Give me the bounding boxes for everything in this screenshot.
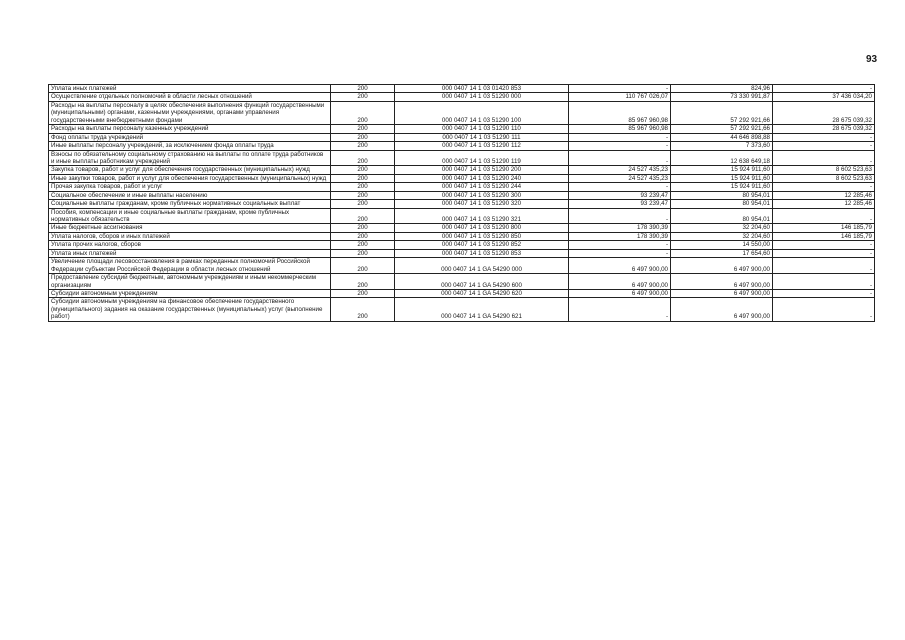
cell-budget-code: 000 0407 14 1 03 51290 110 bbox=[395, 125, 569, 133]
page-number: 93 bbox=[866, 54, 878, 65]
cell-remaining: - bbox=[773, 258, 875, 274]
cell-remaining: 12 285,46 bbox=[773, 191, 875, 199]
cell-approved: 178 390,39 bbox=[569, 224, 671, 232]
cell-remaining: 28 675 039,32 bbox=[773, 125, 875, 133]
budget-execution-table bbox=[48, 84, 875, 322]
cell-name: Субсидии автономным учреждениям на финансовое обеспечение государственного (муниципального) задания на оказание государственных (муниципальных) услуг (выполнение работ) bbox=[49, 298, 331, 321]
table-row bbox=[49, 93, 875, 101]
cell-executed: 32 204,60 bbox=[671, 224, 773, 232]
cell-remaining: 37 436 034,20 bbox=[773, 93, 875, 101]
cell-line-code: 200 bbox=[331, 200, 395, 208]
cell-executed: 15 924 911,60 bbox=[671, 183, 773, 191]
cell-budget-code: 000 0407 14 1 03 51290 321 bbox=[395, 208, 569, 224]
cell-executed: 7 373,60 bbox=[671, 142, 773, 150]
cell-remaining: - bbox=[773, 289, 875, 297]
cell-budget-code: 000 0407 14 1 03 51290 240 bbox=[395, 174, 569, 182]
cell-name: Субсидии автономным учреждениям bbox=[49, 289, 331, 297]
cell-executed: 6 497 900,00 bbox=[671, 289, 773, 297]
cell-line-code: 200 bbox=[331, 183, 395, 191]
table-row bbox=[49, 232, 875, 240]
cell-line-code: 200 bbox=[331, 249, 395, 257]
cell-line-code: 200 bbox=[331, 174, 395, 182]
cell-line-code: 200 bbox=[331, 191, 395, 199]
table-row bbox=[49, 101, 875, 124]
table-row bbox=[49, 166, 875, 174]
cell-remaining: - bbox=[773, 241, 875, 249]
cell-approved: - bbox=[569, 85, 671, 93]
cell-remaining: - bbox=[773, 133, 875, 141]
cell-remaining: 28 675 039,32 bbox=[773, 101, 875, 124]
table-row bbox=[49, 298, 875, 321]
cell-line-code: 200 bbox=[331, 142, 395, 150]
table-row bbox=[49, 241, 875, 249]
cell-executed: 14 550,00 bbox=[671, 241, 773, 249]
cell-line-code: 200 bbox=[331, 289, 395, 297]
cell-name: Расходы на выплаты персоналу казенных учреждений bbox=[49, 125, 331, 133]
cell-line-code: 200 bbox=[331, 208, 395, 224]
cell-name: Осуществление отдельных полномочий в области лесных отношений bbox=[49, 93, 331, 101]
cell-budget-code: 000 0407 14 1 03 51290 200 bbox=[395, 166, 569, 174]
cell-budget-code: 000 0407 14 1 03 51290 800 bbox=[395, 224, 569, 232]
cell-executed: 6 497 900,00 bbox=[671, 298, 773, 321]
cell-approved: - bbox=[569, 133, 671, 141]
cell-executed: 80 954,01 bbox=[671, 191, 773, 199]
cell-budget-code: 000 0407 14 1 03 51290 244 bbox=[395, 183, 569, 191]
cell-budget-code: 000 0407 14 1 03 51290 112 bbox=[395, 142, 569, 150]
table-row bbox=[49, 191, 875, 199]
cell-name: Иные выплаты персоналу учреждений, за исключением фонда оплаты труда bbox=[49, 142, 331, 150]
cell-name: Социальное обеспечение и иные выплаты населению bbox=[49, 191, 331, 199]
cell-remaining: - bbox=[773, 249, 875, 257]
cell-budget-code: 000 0407 14 1 03 51290 300 bbox=[395, 191, 569, 199]
cell-remaining: 12 285,46 bbox=[773, 200, 875, 208]
cell-name: Иные бюджетные ассигнования bbox=[49, 224, 331, 232]
cell-executed: 44 646 898,88 bbox=[671, 133, 773, 141]
cell-name: Прочая закупка товаров, работ и услуг bbox=[49, 183, 331, 191]
cell-approved: 110 767 026,07 bbox=[569, 93, 671, 101]
cell-approved: - bbox=[569, 183, 671, 191]
table-row bbox=[49, 274, 875, 290]
cell-remaining: - bbox=[773, 274, 875, 290]
cell-remaining: - bbox=[773, 150, 875, 166]
table-row bbox=[49, 258, 875, 274]
cell-approved: 85 967 960,98 bbox=[569, 101, 671, 124]
cell-remaining: - bbox=[773, 183, 875, 191]
cell-remaining: 146 185,79 bbox=[773, 224, 875, 232]
cell-line-code: 200 bbox=[331, 224, 395, 232]
cell-name: Фонд оплаты труда учреждений bbox=[49, 133, 331, 141]
cell-approved: 6 497 900,00 bbox=[569, 289, 671, 297]
cell-budget-code: 000 0407 14 1 03 51290 119 bbox=[395, 150, 569, 166]
table-row bbox=[49, 289, 875, 297]
cell-executed: 15 924 911,60 bbox=[671, 174, 773, 182]
cell-executed: 6 497 900,00 bbox=[671, 258, 773, 274]
cell-remaining: 8 602 523,63 bbox=[773, 166, 875, 174]
table-row bbox=[49, 249, 875, 257]
cell-remaining: - bbox=[773, 298, 875, 321]
table-row bbox=[49, 85, 875, 93]
cell-budget-code: 000 0407 14 1 GA 54290 000 bbox=[395, 258, 569, 274]
cell-approved: - bbox=[569, 241, 671, 249]
cell-executed: 6 497 900,00 bbox=[671, 274, 773, 290]
cell-budget-code: 000 0407 14 1 03 01420 853 bbox=[395, 85, 569, 93]
cell-approved: 24 527 435,23 bbox=[569, 174, 671, 182]
cell-line-code: 200 bbox=[331, 258, 395, 274]
cell-line-code: 200 bbox=[331, 150, 395, 166]
cell-budget-code: 000 0407 14 1 03 51290 320 bbox=[395, 200, 569, 208]
cell-remaining: - bbox=[773, 208, 875, 224]
cell-approved: 93 239,47 bbox=[569, 191, 671, 199]
cell-name: Расходы на выплаты персоналу в целях обеспечения выполнения функций государственными (муниципальными) органами, казенными учреждениями, органами управления государственными внебюджетными фондами bbox=[49, 101, 331, 124]
cell-remaining: 8 602 523,63 bbox=[773, 174, 875, 182]
table-row bbox=[49, 224, 875, 232]
cell-name: Взносы по обязательному социальному страхованию на выплаты по оплате труда работников и иные выплаты работникам учреждений bbox=[49, 150, 331, 166]
cell-executed: 12 638 649,18 bbox=[671, 150, 773, 166]
table-row bbox=[49, 150, 875, 166]
cell-name: Закупка товаров, работ и услуг для обеспечения государственных (муниципальных) нужд bbox=[49, 166, 331, 174]
cell-approved: 6 497 900,00 bbox=[569, 274, 671, 290]
table-row bbox=[49, 183, 875, 191]
cell-approved: - bbox=[569, 249, 671, 257]
cell-budget-code: 000 0407 14 1 GA 54290 621 bbox=[395, 298, 569, 321]
cell-executed: 32 204,60 bbox=[671, 232, 773, 240]
cell-approved: 24 527 435,23 bbox=[569, 166, 671, 174]
cell-line-code: 200 bbox=[331, 166, 395, 174]
cell-budget-code: 000 0407 14 1 03 51290 111 bbox=[395, 133, 569, 141]
cell-approved: 6 497 900,00 bbox=[569, 258, 671, 274]
cell-executed: 824,96 bbox=[671, 85, 773, 93]
cell-line-code: 200 bbox=[331, 241, 395, 249]
cell-name: Уплата прочих налогов, сборов bbox=[49, 241, 331, 249]
cell-line-code: 200 bbox=[331, 298, 395, 321]
cell-budget-code: 000 0407 14 1 GA 54290 600 bbox=[395, 274, 569, 290]
cell-executed: 17 654,60 bbox=[671, 249, 773, 257]
cell-budget-code: 000 0407 14 1 03 51290 850 bbox=[395, 232, 569, 240]
cell-line-code: 200 bbox=[331, 101, 395, 124]
cell-name: Иные закупки товаров, работ и услуг для обеспечения государственных (муниципальных) нужд bbox=[49, 174, 331, 182]
cell-line-code: 200 bbox=[331, 133, 395, 141]
cell-line-code: 200 bbox=[331, 85, 395, 93]
table-row bbox=[49, 125, 875, 133]
cell-approved: - bbox=[569, 150, 671, 166]
cell-executed: 73 330 991,87 bbox=[671, 93, 773, 101]
cell-remaining: 146 185,79 bbox=[773, 232, 875, 240]
cell-executed: 57 292 921,66 bbox=[671, 125, 773, 133]
table-row bbox=[49, 174, 875, 182]
cell-name: Уплата иных платежей bbox=[49, 249, 331, 257]
cell-approved: - bbox=[569, 208, 671, 224]
cell-approved: 85 967 960,98 bbox=[569, 125, 671, 133]
cell-name: Уплата налогов, сборов и иных платежей bbox=[49, 232, 331, 240]
cell-remaining: - bbox=[773, 142, 875, 150]
cell-executed: 15 924 911,60 bbox=[671, 166, 773, 174]
cell-name: Уплата иных платежей bbox=[49, 85, 331, 93]
table-row bbox=[49, 200, 875, 208]
cell-budget-code: 000 0407 14 1 GA 54290 620 bbox=[395, 289, 569, 297]
cell-executed: 80 954,01 bbox=[671, 200, 773, 208]
cell-executed: 57 292 921,66 bbox=[671, 101, 773, 124]
cell-line-code: 200 bbox=[331, 125, 395, 133]
table-row bbox=[49, 142, 875, 150]
cell-name: Предоставление субсидий бюджетным, автономным учреждениям и иным некоммерческим организациям bbox=[49, 274, 331, 290]
cell-line-code: 200 bbox=[331, 93, 395, 101]
cell-name: Социальные выплаты гражданам, кроме публичных нормативных социальных выплат bbox=[49, 200, 331, 208]
cell-line-code: 200 bbox=[331, 232, 395, 240]
cell-line-code: 200 bbox=[331, 274, 395, 290]
cell-budget-code: 000 0407 14 1 03 51290 100 bbox=[395, 101, 569, 124]
cell-approved: 93 239,47 bbox=[569, 200, 671, 208]
cell-budget-code: 000 0407 14 1 03 51290 000 bbox=[395, 93, 569, 101]
table-row bbox=[49, 133, 875, 141]
table-row bbox=[49, 208, 875, 224]
cell-executed: 80 954,01 bbox=[671, 208, 773, 224]
cell-remaining: - bbox=[773, 85, 875, 93]
cell-approved: - bbox=[569, 142, 671, 150]
cell-name: Увеличение площади лесовосстановления в рамках переданных полномочий Российской Федерации субъектам Российской Федерации в области лесных отношений bbox=[49, 258, 331, 274]
cell-approved: 178 390,39 bbox=[569, 232, 671, 240]
cell-approved: - bbox=[569, 298, 671, 321]
cell-name: Пособия, компенсации и иные социальные выплаты гражданам, кроме публичных нормативных обязательств bbox=[49, 208, 331, 224]
cell-budget-code: 000 0407 14 1 03 51290 853 bbox=[395, 249, 569, 257]
cell-budget-code: 000 0407 14 1 03 51290 852 bbox=[395, 241, 569, 249]
